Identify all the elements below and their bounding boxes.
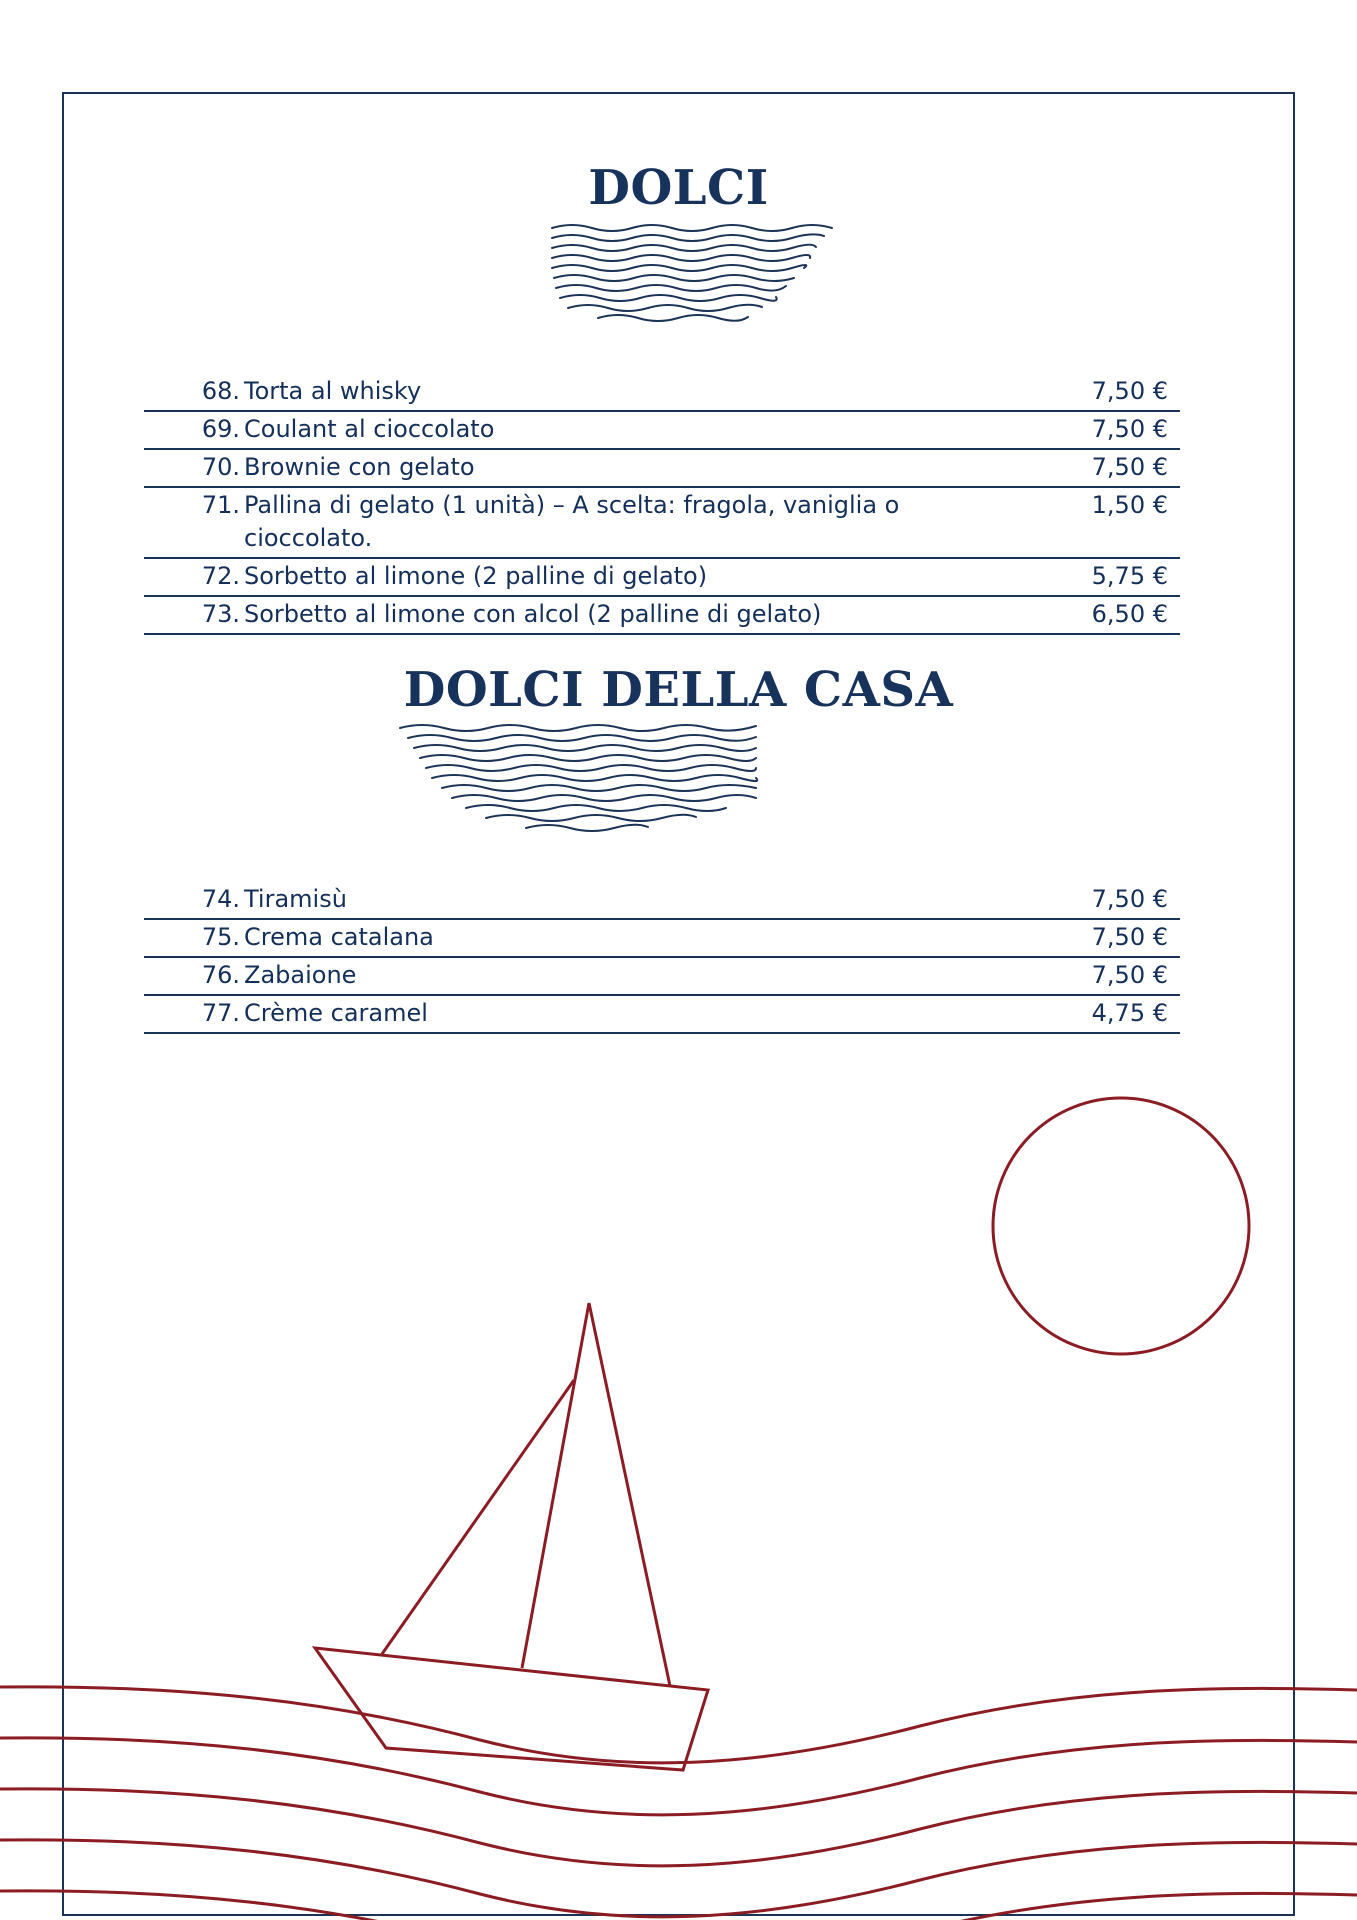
item-name: Zabaione	[244, 961, 357, 989]
item-price: 6,50 €	[1091, 600, 1168, 628]
item-name: Sorbetto al limone con alcol (2 palline di gelato)	[244, 600, 822, 628]
item-number: 70.	[201, 453, 240, 481]
item-name: Tiramisù	[244, 885, 347, 913]
sun-icon	[993, 1098, 1249, 1354]
item-price: 7,50 €	[1091, 377, 1168, 405]
item-number: 69.	[201, 415, 240, 443]
section-title-dolci-della-casa: DOLCI DELLA CASA	[403, 662, 954, 718]
section-title-dolci: DOLCI	[588, 160, 769, 216]
item-name: Sorbetto al limone (2 palline di gelato)	[244, 562, 708, 590]
item-name: Pallina di gelato (1 unità) – A scelta: fragola, vaniglia o cioccolato.	[244, 491, 900, 552]
item-price: 7,50 €	[1091, 885, 1168, 913]
item-number: 68.	[201, 377, 240, 405]
item-name: Crema catalana	[244, 923, 434, 951]
item-name: Brownie con gelato	[244, 453, 475, 481]
item-number: 71.	[201, 491, 240, 519]
item-price: 7,50 €	[1091, 453, 1168, 481]
item-number: 77.	[201, 999, 240, 1027]
item-number: 72.	[201, 562, 240, 590]
item-number: 74.	[201, 885, 240, 913]
item-name: Coulant al cioccolato	[244, 415, 495, 443]
sailboat-icon	[315, 1303, 708, 1770]
item-price: 4,75 €	[1091, 999, 1168, 1027]
item-price: 7,50 €	[1091, 415, 1168, 443]
item-number: 76.	[201, 961, 240, 989]
item-price: 1,50 €	[1091, 491, 1168, 519]
item-number: 73.	[201, 600, 240, 628]
item-name: Torta al whisky	[244, 377, 422, 405]
item-price: 7,50 €	[1091, 961, 1168, 989]
sea-waves-icon	[0, 1687, 1357, 1920]
item-price: 7,50 €	[1091, 923, 1168, 951]
item-price: 5,75 €	[1091, 562, 1168, 590]
item-number: 75.	[201, 923, 240, 951]
item-name: Crème caramel	[244, 999, 428, 1027]
